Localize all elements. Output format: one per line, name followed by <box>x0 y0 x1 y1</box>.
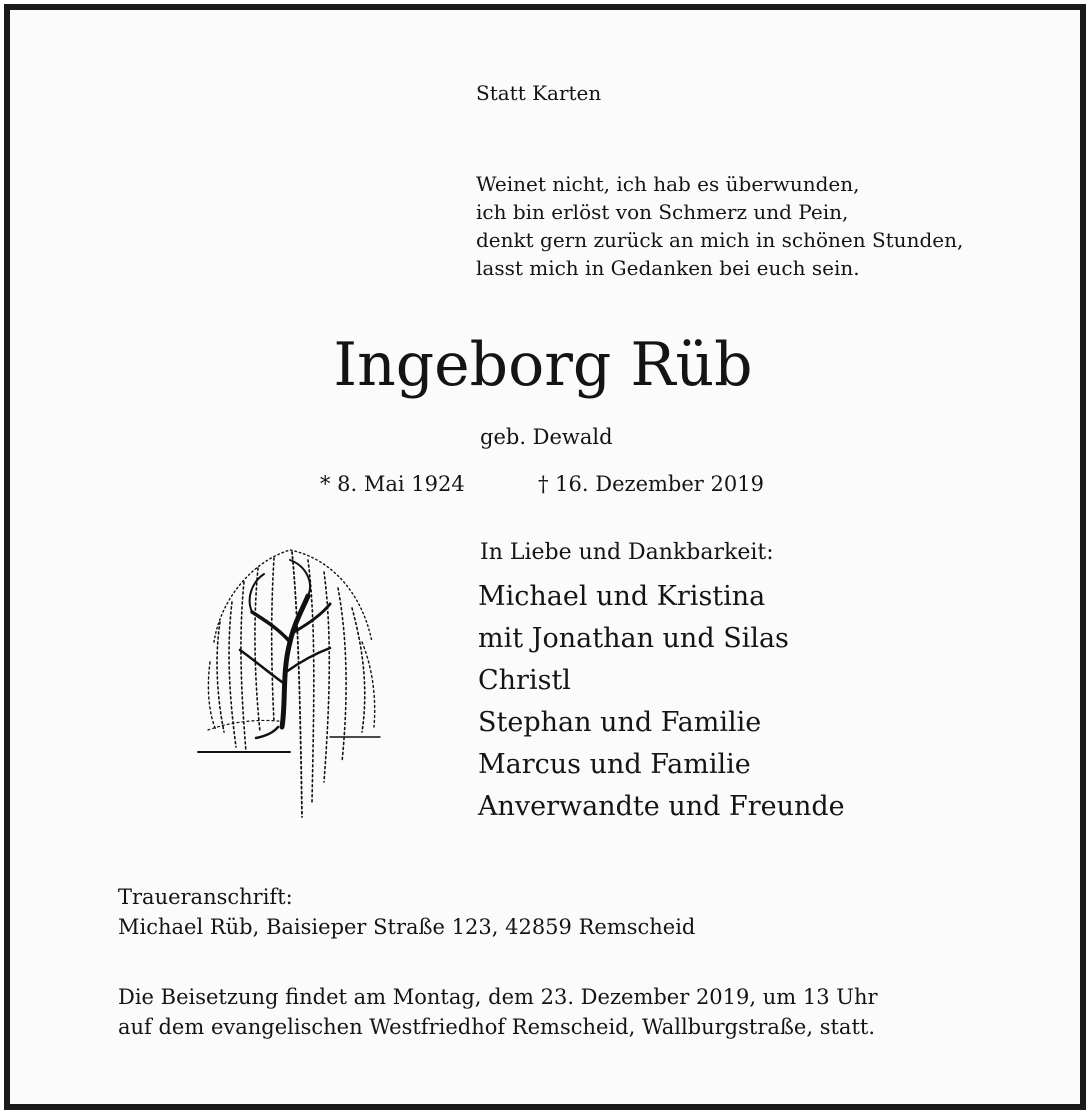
weeping-willow-icon <box>190 532 390 822</box>
address-label: Traueranschrift: <box>118 885 293 909</box>
funeral-line: auf dem evangelischen Westfriedhof Remscheid, Wallburgstraße, statt. <box>118 1015 875 1039</box>
condolence-address <box>118 882 695 942</box>
list-item: Marcus und Familie <box>478 749 751 780</box>
poem <box>476 170 963 282</box>
statt-karten-label: Statt Karten <box>476 81 602 105</box>
poem-line: ich bin erlöst von Schmerz und Pein, <box>476 200 849 224</box>
funeral-line: Die Beisetzung findet am Montag, dem 23. Dezember 2019, um 13 Uhr <box>118 985 878 1009</box>
poem-line: denkt gern zurück an mich in schönen Stunden, <box>476 228 964 252</box>
list-item: Michael und Kristina <box>478 581 766 612</box>
birth-name: geb. Dewald <box>480 425 613 449</box>
obituary-notice <box>4 4 1086 1110</box>
poem-line: Weinet nicht, ich hab es überwunden, <box>476 172 860 196</box>
list-item: Stephan und Familie <box>478 707 762 738</box>
list-item: mit Jonathan und Silas <box>478 623 789 654</box>
address-line: Michael Rüb, Baisieper Straße 123, 42859 Remscheid <box>118 915 696 939</box>
poem-line: lasst mich in Gedanken bei euch sein. <box>476 256 860 280</box>
list-item: Anverwandte und Freunde <box>478 791 845 822</box>
mourners-list <box>478 576 845 828</box>
list-item: Christl <box>478 665 571 696</box>
birth-date: * 8. Mai 1924 <box>320 472 465 496</box>
deceased-name: Ingeborg Rüb <box>333 330 753 400</box>
death-date: † 16. Dezember 2019 <box>538 472 764 496</box>
dedication-line: In Liebe und Dankbarkeit: <box>480 540 774 565</box>
funeral-announcement <box>118 982 878 1042</box>
